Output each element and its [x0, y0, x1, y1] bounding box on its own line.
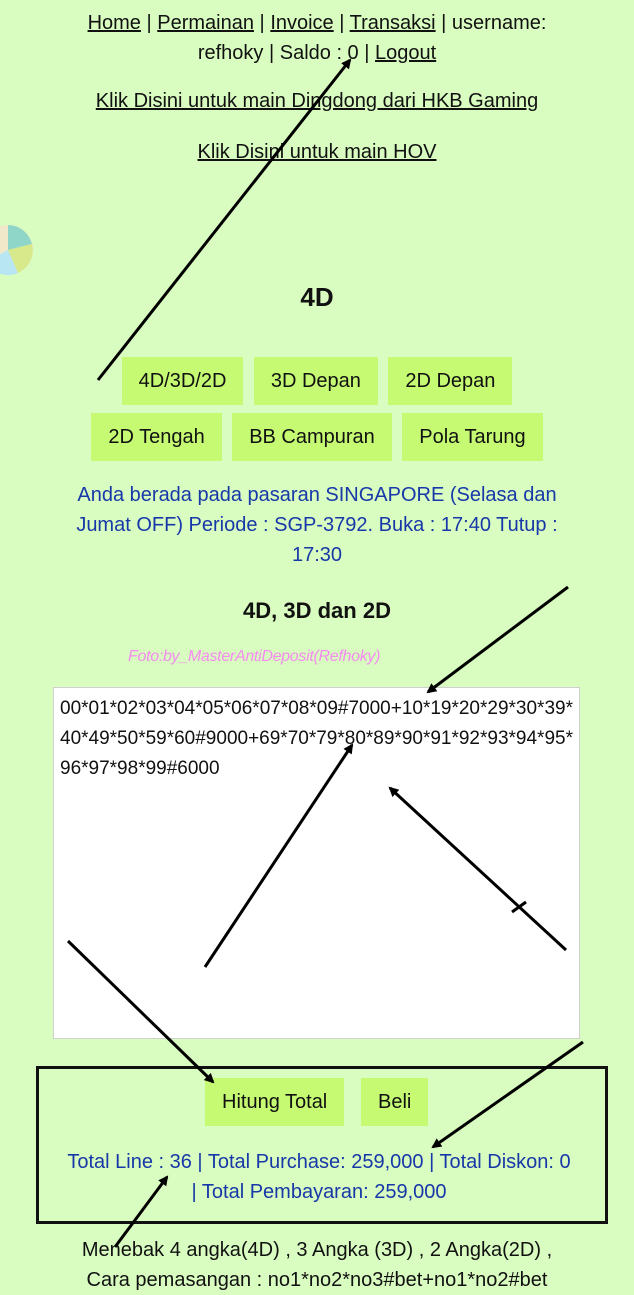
- dingdong-link[interactable]: Klik Disini untuk main Dingdong dari HKB Gaming: [95, 90, 539, 112]
- game-tabs-row-2: [0, 413, 634, 461]
- game-title: 4D: [300, 282, 334, 312]
- totals-summary: [46, 1147, 592, 1207]
- logout-link[interactable]: Logout: [375, 42, 437, 64]
- tab-4d-3d-2d[interactable]: 4D/3D/2D: [122, 357, 244, 405]
- instructions-line-2: Cara pemasangan : no1*no2*no3#bet+no1*no2#bet: [86, 1269, 548, 1291]
- calculate-total-button[interactable]: Hitung Total: [205, 1078, 344, 1126]
- totals-line-1: Total Line : 36 | Total Purchase: 259,000 | Total Diskon: 0: [67, 1151, 571, 1173]
- tab-3d-depan[interactable]: 3D Depan: [254, 357, 378, 405]
- market-info: Anda berada pada pasaran SINGAPORE (Selasa dan Jumat OFF) Periode : SGP-3792. Buka : 17:40 Tutup : 17:30: [76, 484, 558, 566]
- username-label: username:: [451, 12, 547, 34]
- nav-games-link[interactable]: Permainan: [157, 12, 254, 34]
- tab-2d-depan[interactable]: 2D Depan: [388, 357, 512, 405]
- totals-line-2: | Total Pembayaran: 259,000: [191, 1181, 447, 1203]
- tab-bb-campuran[interactable]: BB Campuran: [232, 413, 392, 461]
- bet-section-title: 4D, 3D dan 2D: [243, 598, 391, 623]
- instructions: [40, 1235, 594, 1295]
- bet-input[interactable]: [53, 687, 580, 1039]
- buy-button[interactable]: Beli: [361, 1078, 428, 1126]
- game-tabs-row-1: [0, 357, 634, 405]
- nav-invoice-link[interactable]: Invoice: [270, 12, 334, 34]
- balance-display: Saldo : 0: [279, 42, 359, 64]
- tab-pola-tarung[interactable]: Pola Tarung: [402, 413, 542, 461]
- username-value: refhoky: [197, 42, 264, 64]
- tab-2d-tengah[interactable]: 2D Tengah: [91, 413, 221, 461]
- watermark-text: Foto:by_MasterAntiDeposit(Refhoky): [128, 648, 381, 665]
- nav-transactions-link[interactable]: Transaksi: [349, 12, 436, 34]
- hov-link[interactable]: Klik Disini untuk main HOV: [197, 141, 437, 163]
- promo-hov: [0, 141, 634, 164]
- instructions-line-1: Menebak 4 angka(4D) , 3 Angka (3D) , 2 Angka(2D) ,: [81, 1239, 553, 1261]
- nav-home-link[interactable]: Home: [87, 12, 141, 34]
- floating-logo-icon[interactable]: [0, 220, 34, 280]
- top-nav: Home | Permainan | Invoice | Transaksi | username: refhoky | Saldo : 0 | Logout: [87, 12, 547, 64]
- promo-dingdong: [0, 90, 634, 113]
